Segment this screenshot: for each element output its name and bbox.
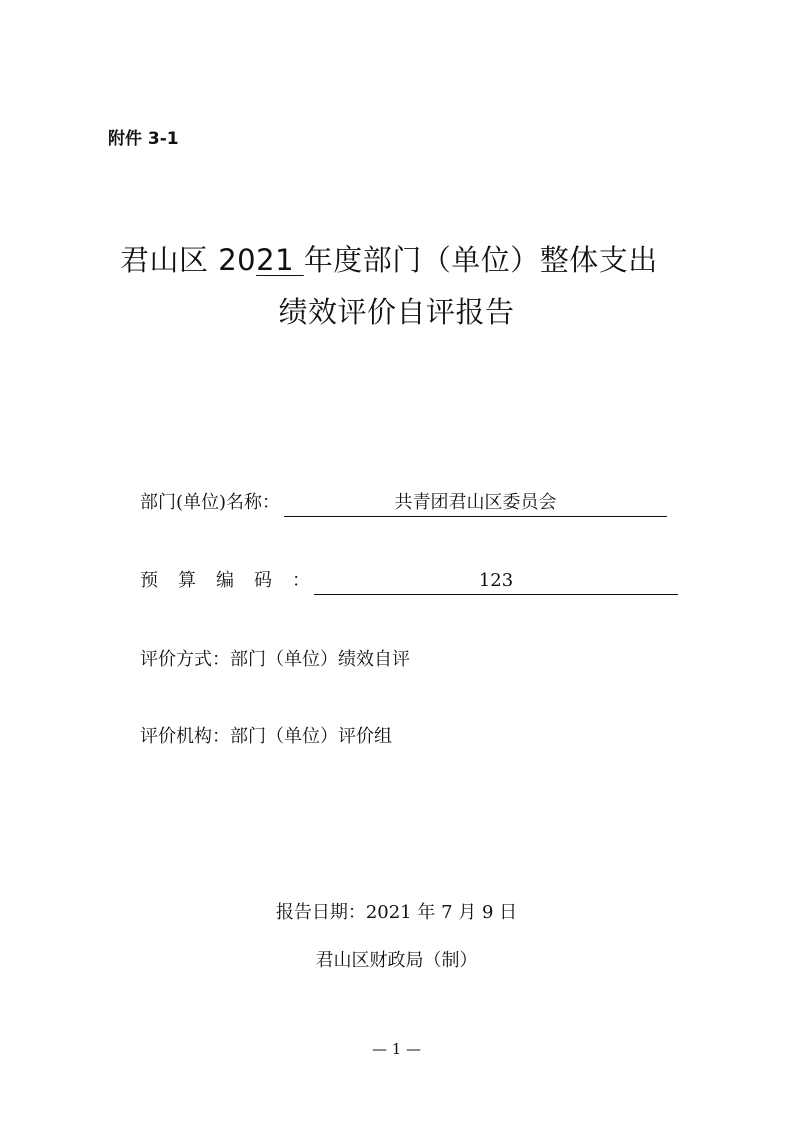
- page-number: — 1 —: [371, 1040, 422, 1058]
- title-suffix: 年度部门（单位）整体支出: [303, 243, 658, 277]
- attachment-label: 附件 3-1: [108, 129, 179, 149]
- issuer: 君山区财政局（制）: [315, 950, 478, 971]
- title-year-underlined: 21: [256, 243, 304, 277]
- title-prefix: 君山区 20: [120, 243, 257, 277]
- budget-code-value: 123: [314, 568, 678, 595]
- dept-name-value: 共青团君山区委员会: [284, 490, 667, 517]
- eval-method: 评价方式：部门（单位）绩效自评: [140, 649, 410, 670]
- budget-code-row: [140, 566, 678, 595]
- dept-name-row: [140, 488, 667, 517]
- report-date: 报告日期：2021 年 7 月 9 日: [275, 902, 518, 923]
- report-title-line-2: 绩效评价自评报告: [278, 295, 515, 329]
- eval-org: 评价机构：部门（单位）评价组: [140, 726, 392, 747]
- report-title-line-1: [120, 238, 658, 279]
- budget-code-label: 预算编码：: [140, 570, 330, 591]
- dept-name-label: 部门(单位)名称：: [140, 492, 281, 513]
